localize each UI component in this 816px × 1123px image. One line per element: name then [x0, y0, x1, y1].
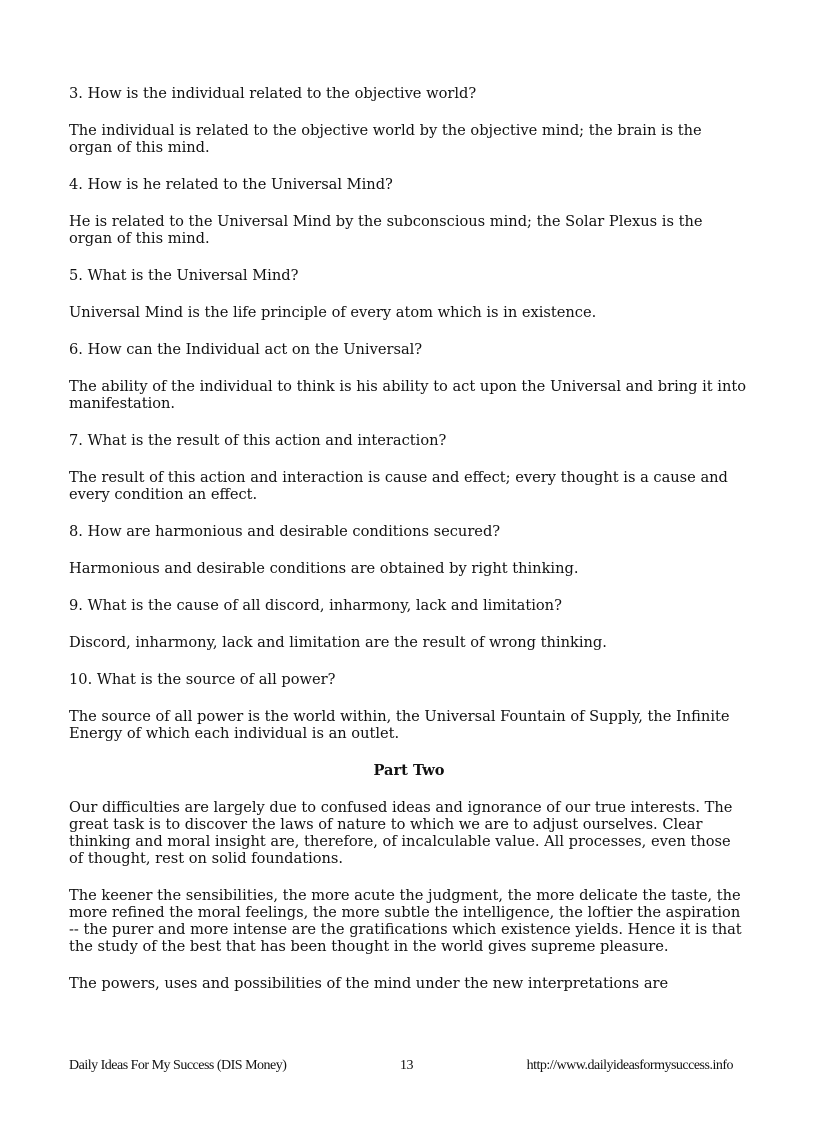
paragraph: Our difficulties are largely due to confused ideas and ignorance of our true interests. The great task is to discover the laws of nature to which we are to adjust ourselves. Clear thinking and moral insight are, therefore, of incalculable value. All processes, even those of thought, rest on solid foundations. — [69, 799, 733, 867]
footer-publication: Daily Ideas For My Success (DIS Money) — [69, 1058, 287, 1073]
answer-3: The individual is related to the objective world by the objective mind; the brain is the organ of this mind. — [69, 122, 702, 156]
question-3: 3. How is the individual related to the objective world? — [69, 85, 477, 102]
answer-5: Universal Mind is the life principle of every atom which is in existence. — [69, 304, 597, 321]
answer-10: The source of all power is the world within, the Universal Fountain of Supply, the Infinite Energy of which each individual is an outlet. — [69, 708, 730, 742]
part-two-heading: Part Two — [373, 762, 445, 779]
paragraph: The powers, uses and possibilities of the mind under the new interpretations are — [69, 975, 669, 992]
question-6: 6. How can the Individual act on the Universal? — [69, 341, 423, 358]
question-9: 9. What is the cause of all discord, inharmony, lack and limitation? — [69, 597, 562, 614]
footer-url: http://www.dailyideasformysuccess.info — [526, 1058, 733, 1073]
question-7: 7. What is the result of this action and interaction? — [69, 432, 447, 449]
page-content — [69, 85, 749, 1012]
question-5: 5. What is the Universal Mind? — [69, 267, 299, 284]
question-4: 4. How is he related to the Universal Mind? — [69, 176, 393, 193]
answer-6: The ability of the individual to think is his ability to act upon the Universal and bring it into manifestation. — [69, 378, 747, 412]
paragraph: The keener the sensibilities, the more acute the judgment, the more delicate the taste, the more refined the moral feelings, the more subtle the intelligence, the loftier the aspiration -- the purer and more intense are the gratifications which existence yields. Hence it is that the study of the best that has been thought in the world gives supreme pleasure. — [69, 887, 742, 955]
answer-8: Harmonious and desirable conditions are obtained by right thinking. — [69, 560, 579, 577]
question-8: 8. How are harmonious and desirable conditions secured? — [69, 523, 501, 540]
answer-9: Discord, inharmony, lack and limitation are the result of wrong thinking. — [69, 634, 607, 651]
answer-7: The result of this action and interaction is cause and effect; every thought is a cause and every condition an effect. — [69, 469, 728, 503]
page-number: 13 — [400, 1058, 413, 1073]
question-10: 10. What is the source of all power? — [69, 671, 336, 688]
answer-4: He is related to the Universal Mind by the subconscious mind; the Solar Plexus is the organ of this mind. — [69, 213, 703, 247]
